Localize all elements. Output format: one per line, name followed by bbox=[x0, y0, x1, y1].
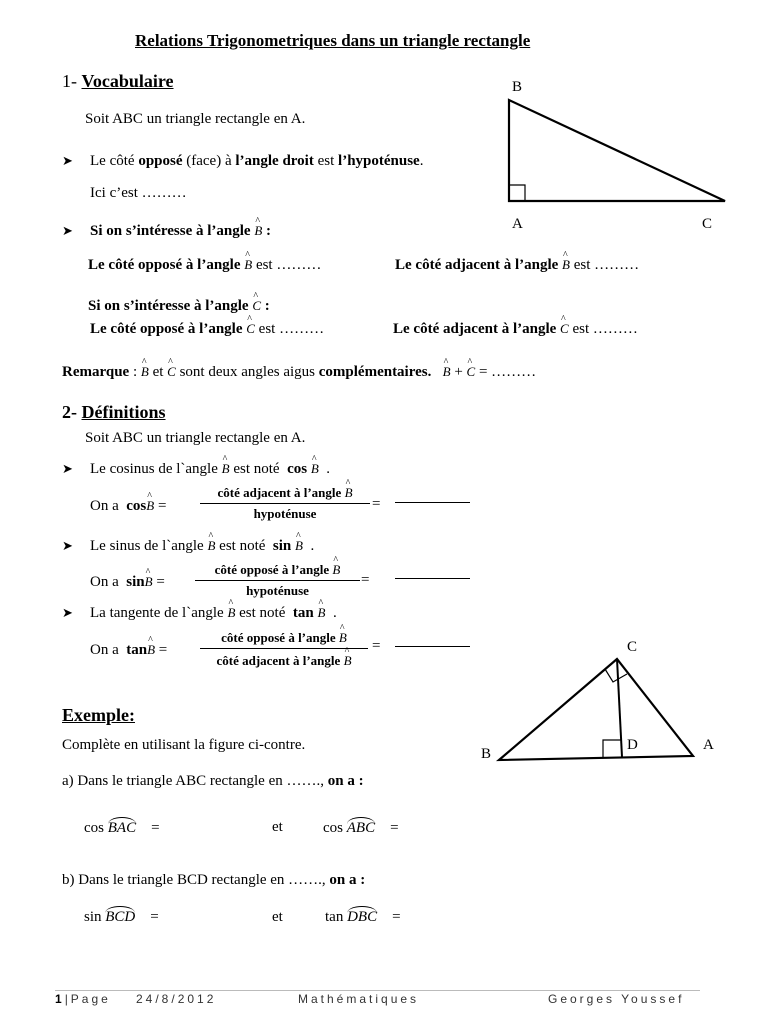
sine-formula: On a sin^ B = bbox=[90, 572, 165, 591]
footer-rule bbox=[55, 990, 700, 991]
triangle-figure-2 bbox=[475, 632, 735, 772]
sine-fraction: côté opposé à l’angle ^ B hypoténuse bbox=[195, 560, 360, 599]
hypotenuse-line: ➤ Le côté opposé (face) à l’angle droit est l’hypoténuse. bbox=[62, 153, 424, 169]
section-2-title: Définitions bbox=[81, 402, 166, 422]
angle-b-heading: ➤ Si on s’intéresse à l’angle ^ B : bbox=[62, 221, 271, 240]
arrow-bullet-icon: ➤ bbox=[62, 606, 73, 621]
footer-date: 24/8/2012 bbox=[136, 992, 217, 1006]
triangle-figure-1 bbox=[495, 72, 740, 237]
angle-b-opposite: Le côté opposé à l’angle ^ B est ……… bbox=[88, 255, 321, 274]
tangent-answer-blank bbox=[395, 646, 470, 647]
remarque-line: Remarque : ^ B et ^ C sont deux angles aigus complémentaires. ^ B + ^ C = ……… bbox=[62, 362, 536, 381]
example-intro: Complète en utilisant la figure ci-contre. bbox=[62, 737, 306, 753]
example-b-tan-dbc: tan DBC = bbox=[325, 906, 401, 926]
angle-c-adjacent: Le côté adjacent à l’angle ^ C est ……… bbox=[393, 319, 638, 338]
tangent-formula: On a tan^ B = bbox=[90, 640, 167, 659]
angle-c-opposite: Le côté opposé à l’angle ^ C est ……… bbox=[90, 319, 324, 338]
tangent-definition: ➤ La tangente de l`angle ^ B est noté tan ^ B . bbox=[62, 603, 337, 622]
label-b: B bbox=[481, 746, 492, 762]
section-1-heading bbox=[62, 71, 174, 92]
triangle-abc-bcd-shape bbox=[499, 659, 693, 760]
altitude-cd bbox=[617, 659, 622, 757]
right-angle-mark-c bbox=[605, 669, 627, 682]
label-a: A bbox=[703, 737, 714, 753]
example-a-et: et bbox=[272, 819, 283, 835]
example-heading: Exemple: bbox=[62, 705, 135, 725]
angle-b-adjacent: Le côté adjacent à l’angle ^ B est ……… bbox=[395, 255, 639, 274]
angle-c-heading: Si on s’intéresse à l’angle ^ C : bbox=[88, 296, 270, 315]
hypotenuse-answer: Ici c’est ……… bbox=[90, 185, 187, 201]
example-a: a) Dans le triangle ABC rectangle en ……., on a : bbox=[62, 773, 364, 789]
footer-subject: Mathématiques bbox=[298, 992, 420, 1006]
page-title: Relations Trigonometriques dans un triangle rectangle bbox=[135, 31, 531, 50]
vocab-intro: Soit ABC un triangle rectangle en A. bbox=[85, 111, 306, 127]
sine-definition: ➤ Le sinus de l`angle ^ B est noté sin ^ B . bbox=[62, 536, 314, 555]
cosine-answer-blank bbox=[395, 502, 470, 503]
section-1-title: Vocabulaire bbox=[81, 71, 174, 91]
label-c: C bbox=[627, 639, 638, 655]
right-angle-mark bbox=[509, 185, 525, 201]
label-a: A bbox=[512, 216, 523, 232]
right-angle-mark-d bbox=[603, 740, 621, 757]
tangent-fraction: côté opposé à l’angle ^ B côté adjacent à l’angle ^ B bbox=[200, 628, 368, 669]
section-1-number: 1- bbox=[62, 71, 77, 91]
cosine-equals: = bbox=[372, 496, 381, 512]
triangle-abc-shape bbox=[509, 100, 725, 201]
example-a-cos-abc: cos ABC = bbox=[323, 817, 399, 837]
example-b-sin-bcd: sin BCD = bbox=[84, 906, 159, 926]
footer-author: Georges Youssef bbox=[548, 992, 685, 1006]
example-b-et: et bbox=[272, 909, 283, 925]
section-2-number: 2- bbox=[62, 402, 77, 422]
arrow-bullet-icon: ➤ bbox=[62, 539, 73, 554]
footer-page: 1|Page bbox=[55, 992, 111, 1006]
cosine-definition: ➤ Le cosinus de l`angle ^ B est noté cos ^ B . bbox=[62, 459, 330, 478]
label-d: D bbox=[627, 737, 638, 753]
label-b: B bbox=[512, 79, 523, 95]
label-c: C bbox=[702, 216, 713, 232]
arrow-bullet-icon: ➤ bbox=[62, 224, 73, 239]
example-a-cos-bac: cos BAC = bbox=[84, 817, 160, 837]
arrow-bullet-icon: ➤ bbox=[62, 154, 73, 169]
section-2-heading bbox=[62, 402, 166, 423]
example-b: b) Dans le triangle BCD rectangle en ……., on a : bbox=[62, 872, 366, 888]
tangent-equals: = bbox=[372, 638, 381, 654]
sine-equals: = bbox=[361, 572, 370, 588]
arrow-bullet-icon: ➤ bbox=[62, 462, 73, 477]
sine-answer-blank bbox=[395, 578, 470, 579]
cosine-fraction: côté adjacent à l’angle ^ B hypoténuse bbox=[200, 483, 370, 522]
definitions-intro: Soit ABC un triangle rectangle en A. bbox=[85, 430, 306, 446]
cosine-formula: On a cos^ B = bbox=[90, 496, 166, 515]
